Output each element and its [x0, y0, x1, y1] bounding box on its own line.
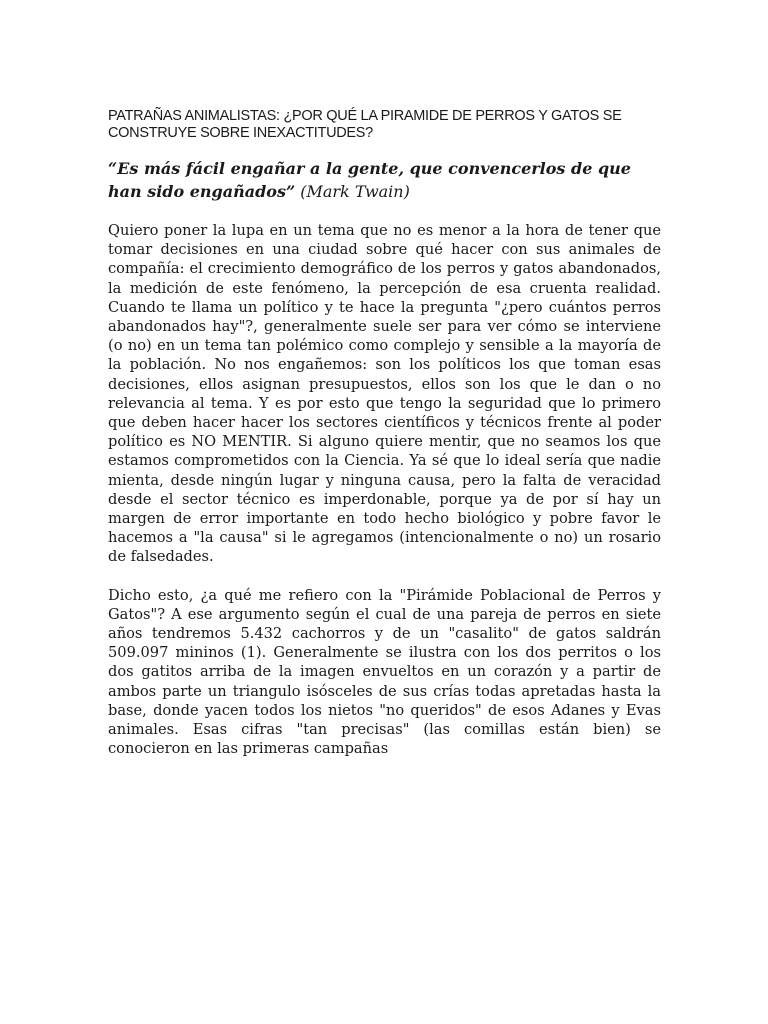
quote-author: (Mark Twain) — [295, 182, 410, 201]
document-title: PATRAÑAS ANIMALISTAS: ¿POR QUÉ LA PIRAMIDE DE PERROS Y GATOS SE CONSTRUYE SOBRE INEXACTITUDES? — [108, 108, 622, 141]
document-page — [108, 108, 661, 758]
epigraph-quote — [108, 157, 661, 203]
body-paragraph-1: Quiero poner la lupa en un tema que no es menor a la hora de tener que tomar decisiones en una ciudad sobre qué hacer con sus animales de compañía: el crecimiento demográfico de los perros y gatos abandonados, la medición de este fenómeno, la percepción de esa cruenta realidad. Cuando te llama un político y te hace la pregunta "¿pero cuántos perros abandonados hay"?, generalmente suele ser para ver cómo se interviene (o no) en un tema tan polémico como complejo y sensible a la mayoría de la población. No nos engañemos: son los políticos los que toman esas decisiones, ellos asignan presupuestos, ellos son los que le dan o no relevancia al tema. Y es por esto que tengo la seguridad que lo primero que deben hacer hacer los sectores científicos y técnicos frente al poder político es NO MENTIR. Si alguno quiere mentir, que no seamos los que estamos comprometidos con la Ciencia. Ya sé que lo ideal sería que nadie mienta, desde ningún lugar y ninguna causa, pero la falta de veracidad desde el sector técnico es imperdonable, porque ya de por sí hay un margen de error importante en todo hecho biológico y pobre favor le hacemos a "la causa" si le agregamos (intencionalmente o no) un rosario de falsedades. — [108, 222, 661, 566]
body-paragraph-2: Dicho esto, ¿a qué me refiero con la "Pirámide Poblacional de Perros y Gatos"? A ese argumento según el cual de una pareja de perros en siete años tendremos 5.432 cachorros y de un "casalito" de gatos saldrán 509.097 mininos (1). Generalmente se ilustra con los dos perritos o los dos gatitos arriba de la imagen envueltos en un corazón y a partir de ambos parte un triangulo isósceles de sus crías todas apretadas hasta la base, donde yacen todos los nietos "no queridos" de esos Adanes y Evas animales. Esas cifras "tan precisas" (las comillas están bien) se conocieron en las primeras campañas — [108, 586, 661, 758]
quote-text: “Es más fácil engañar a la gente, que convencerlos de que han sido engañados” — [108, 159, 631, 201]
